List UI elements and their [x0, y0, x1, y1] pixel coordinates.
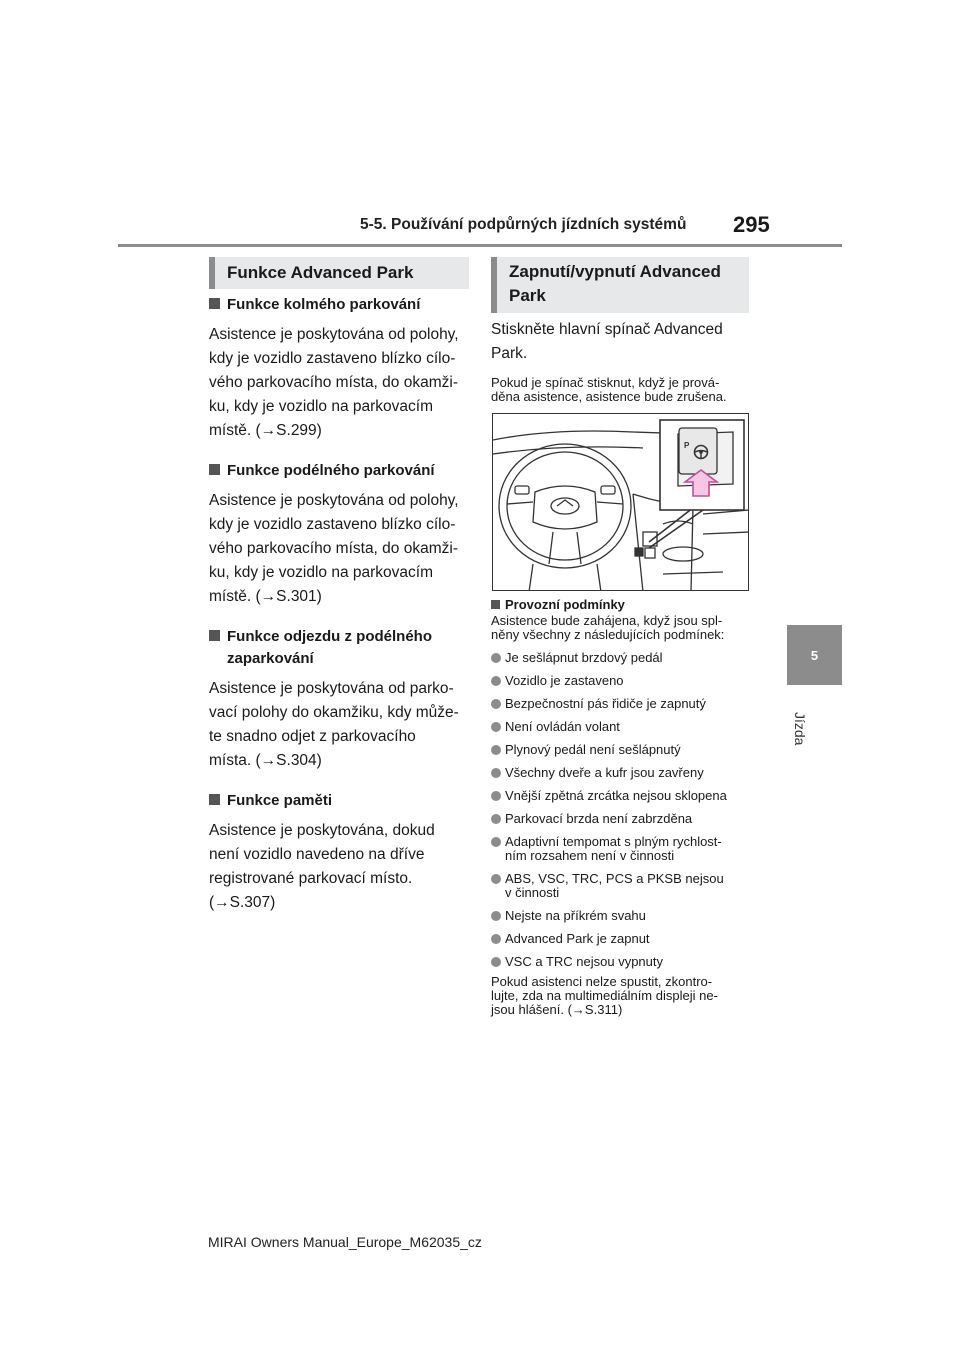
list-item-text: Je sešlápnut brzdový pedál	[505, 650, 663, 665]
list-item-text: Adaptivní tempomat s plným rychlost-	[505, 834, 722, 849]
body-line: kdy je vozidlo zastaveno blízko cílo-	[209, 350, 456, 367]
dashboard-drawing	[493, 414, 749, 591]
note-line: děna asistence, asistence bude zrušena.	[491, 389, 727, 404]
list-item	[491, 720, 753, 734]
list-item-text: Parkovací brzda není zabrzděna	[505, 811, 693, 826]
bullet-dot-icon	[491, 837, 501, 847]
bullet-dot-icon	[491, 722, 501, 732]
list-item-text: ním rozsahem není v činnosti	[505, 848, 675, 863]
subsection-parallel-body	[209, 489, 479, 609]
subsection-title-text: Funkce podélného parkování	[227, 462, 435, 479]
conditions-title-text: Provozní podmínky	[505, 597, 625, 612]
switch-letter: P	[684, 441, 690, 450]
body-line: registrované parkovací místo.	[209, 870, 413, 887]
list-item	[491, 789, 753, 803]
bullet-dot-icon	[491, 791, 501, 801]
bullet-dot-icon	[491, 874, 501, 884]
list-item	[491, 812, 753, 826]
section-heading-text	[509, 260, 721, 308]
subsection-parallel-exit-title	[209, 626, 479, 670]
page-reference: místa. (→S.304)	[209, 752, 322, 769]
list-item	[491, 955, 753, 969]
intro-line: Asistence bude zahájena, když jsou spl-	[491, 613, 723, 628]
square-bullet-icon	[491, 600, 500, 609]
section-heading-text: Funkce Advanced Park	[227, 263, 414, 282]
subsection-title-text: Funkce odjezdu z podélného	[227, 628, 433, 645]
bullet-dot-icon	[491, 745, 501, 755]
subsection-perpendicular-body	[209, 323, 479, 443]
square-bullet-icon	[209, 298, 220, 309]
square-bullet-icon	[209, 464, 220, 475]
heading-line: Zapnutí/vypnutí Advanced	[509, 262, 721, 281]
body-line: Asistence je poskytována od polohy,	[209, 326, 459, 343]
page-reference: (→S.307)	[209, 894, 276, 911]
chapter-label: Jízda	[792, 712, 808, 746]
page-number: 295	[733, 212, 770, 237]
footer-doc-id: MIRAI Owners Manual_Europe_M62035_cz	[208, 1234, 482, 1250]
subsection-perpendicular-title	[209, 294, 479, 316]
note-line: Pokud je spínač stisknut, když je prová-	[491, 375, 720, 390]
page-reference: místě. (→S.299)	[209, 422, 322, 439]
body-line: vého parkovacího místa, do okamži-	[209, 374, 458, 391]
bullet-dot-icon	[491, 768, 501, 778]
list-item-text: Vnější zpětná zrcátka nejsou sklopena	[505, 788, 727, 803]
list-item-text: Vozidlo je zastaveno	[505, 673, 624, 688]
list-item	[491, 835, 753, 863]
list-item-text: Plynový pedál není sešlápnutý	[505, 742, 681, 757]
list-item	[491, 932, 753, 946]
conditions-intro	[491, 614, 753, 642]
intro-line: něny všechny z následujících podmínek:	[491, 627, 725, 642]
dashboard-illustration	[492, 413, 749, 591]
closing-note	[491, 975, 753, 1017]
body-line: Asistence je poskytována od parko-	[209, 680, 454, 697]
section-heading-advanced-park	[209, 257, 469, 289]
subsection-title-line	[209, 626, 479, 648]
bullet-dot-icon	[491, 699, 501, 709]
intro-line: Stiskněte hlavní spínač Advanced	[491, 321, 723, 338]
subsection-memory-title	[209, 790, 479, 812]
list-item	[491, 743, 753, 757]
section-heading-toggle	[491, 257, 749, 313]
section-title: 5-5. Používání podpůrných jízdních systémů	[360, 216, 687, 233]
bullet-dot-icon	[491, 814, 501, 824]
subsection-memory-body	[209, 819, 479, 915]
list-item	[491, 651, 753, 665]
cancel-note	[491, 376, 753, 404]
heading-line: Park	[509, 286, 546, 305]
subsection-title-text: Funkce kolmého parkování	[227, 296, 421, 313]
page-reference: jsou hlášení. (→S.311)	[491, 1002, 623, 1017]
conditions-list	[491, 651, 753, 969]
list-item-text: Není ovládán volant	[505, 719, 620, 734]
bullet-dot-icon	[491, 911, 501, 921]
list-item-text: Nejste na příkrém svahu	[505, 908, 646, 923]
list-item-text: VSC a TRC nejsou vypnuty	[505, 954, 663, 969]
square-bullet-icon	[209, 630, 220, 641]
header-divider	[118, 244, 842, 247]
page-reference: místě. (→S.301)	[209, 588, 322, 605]
intro-line: Park.	[491, 345, 528, 362]
subsection-title-text: Funkce paměti	[227, 792, 333, 809]
list-item-text: Všechny dveře a kufr jsou zavřeny	[505, 765, 704, 780]
operating-conditions	[491, 597, 753, 1017]
bullet-dot-icon	[491, 676, 501, 686]
bullet-dot-icon	[491, 957, 501, 967]
body-line: vací polohy do okamžiku, kdy může-	[209, 704, 459, 721]
square-bullet-icon	[209, 794, 220, 805]
list-item	[491, 872, 753, 900]
list-item-text: Bezpečnostní pás řidiče je zapnutý	[505, 696, 706, 711]
bullet-dot-icon	[491, 934, 501, 944]
body-line: není vozidlo navedeno na dříve	[209, 846, 425, 863]
bullet-dot-icon	[491, 653, 501, 663]
list-item-text: ABS, VSC, TRC, PCS a PKSB nejsou	[505, 871, 724, 886]
right-column-intro	[491, 318, 753, 404]
list-item	[491, 909, 753, 923]
subsection-parallel-title	[209, 460, 479, 482]
subsection-title-line	[209, 648, 479, 670]
chapter-tab: 5	[787, 625, 842, 685]
body-line: te snadno odjet z parkovacího	[209, 728, 416, 745]
left-column	[209, 294, 479, 915]
subsection-parallel-exit-body	[209, 677, 479, 773]
body-line: ku, kdy je vozidlo na parkovacím	[209, 398, 433, 415]
list-item	[491, 697, 753, 711]
body-line: Asistence je poskytována od polohy,	[209, 492, 459, 509]
steering-wheel-icon	[693, 444, 709, 460]
conditions-title	[491, 597, 753, 613]
body-line: kdy je vozidlo zastaveno blízko cílo-	[209, 516, 456, 533]
body-line: Asistence je poskytována, dokud	[209, 822, 435, 839]
body-line: ku, kdy je vozidlo na parkovacím	[209, 564, 433, 581]
list-item	[491, 674, 753, 688]
note-line: Pokud asistenci nelze spustit, zkontro-	[491, 974, 713, 989]
list-item-text: Advanced Park je zapnut	[505, 931, 650, 946]
subsection-title-text: zaparkování	[227, 650, 314, 667]
note-line: lujte, zda na multimediálním displeji ne-	[491, 988, 718, 1003]
body-line: vého parkovacího místa, do okamži-	[209, 540, 458, 557]
list-item-text: v činnosti	[505, 885, 560, 900]
list-item	[491, 766, 753, 780]
